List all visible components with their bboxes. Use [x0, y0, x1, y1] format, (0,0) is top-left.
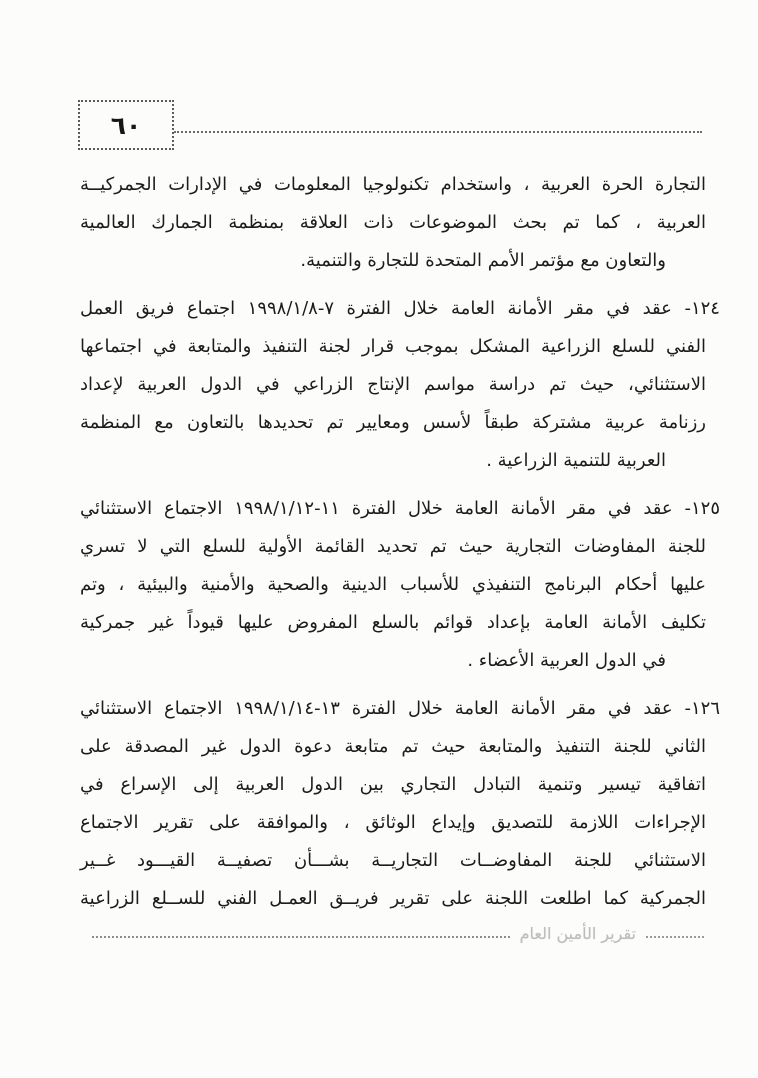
text-line: للجنة المفاوضات التجارية حيث تم تحديد القائمة الأولية للسلع التي لا تسري: [80, 536, 706, 557]
text-line: عليها أحكام البرنامج التنفيذي للأسباب الدينية والصحية والأمنية والبيئية ، وتم: [80, 574, 706, 595]
text-line: في الدول العربية الأعضاء .: [467, 650, 666, 671]
text-line: العربية ، كما تم بحث الموضوعات ذات العلاقة بمنظمة الجمارك العالمية: [80, 212, 706, 233]
text-line: الاستثنائي للجنة المفاوضــات التجاريــة بشـــأن تصفيــة القيـــود غــير: [80, 850, 706, 871]
text-line: الجمركية كما اطلعت اللجنة على تقرير فريــق العمـل الفني للســلع الزراعية: [80, 888, 706, 909]
item-first-line: [80, 690, 720, 728]
text-line: التجارة الحرة العربية ، واستخدام تكنولوجيا المعلومات في الإدارات الجمركيــة: [80, 174, 706, 195]
header-dotted-rule: [174, 131, 702, 133]
page-number-box: [78, 100, 174, 150]
intro-paragraph: [80, 166, 706, 280]
item-number: ١٢٦-: [684, 698, 720, 719]
text-line: الفني للسلع الزراعية المشكل بموجب قرار لجنة التنفيذ والمتابعة في اجتماعها: [80, 336, 706, 357]
page-header: [78, 100, 702, 150]
numbered-item-125: [80, 490, 720, 680]
text-line: الاستثنائي، حيث تم دراسة مواسم الإنتاج الزراعي في الدول العربية لإعداد: [80, 374, 706, 395]
page-footer: [92, 924, 704, 943]
footer-title: تقرير الأمين العام: [519, 924, 636, 943]
text-line: تكليف الأمانة العامة بإعداد قوائم بالسلع المفروض عليها قيوداً غير جمركية: [80, 612, 706, 633]
item-first-line: [80, 290, 720, 328]
text-line: الثاني للجنة التنفيذ والمتابعة حيث تم متابعة دعوة الدول غير المصدقة على: [80, 736, 706, 757]
numbered-item-126: [80, 690, 720, 918]
text-line: العربية للتنمية الزراعية .: [486, 450, 666, 471]
item-line-text: عقد في مقر الأمانة العامة خلال الفترة ١٣-١٩٩٨/١/١٤ الاجتماع الاستثنائي: [80, 698, 673, 719]
text-line: الإجراءات اللازمة للتصديق وإيداع الوثائق ، والموافقة على تقرير الاجتماع: [80, 812, 706, 833]
item-first-line: [80, 490, 720, 528]
item-number: ١٢٤-: [684, 298, 720, 319]
text-line: والتعاون مع مؤتمر الأمم المتحدة للتجارة والتنمية.: [300, 250, 666, 271]
footer-dotted-rule-short: [646, 936, 704, 938]
numbered-item-124: [80, 290, 720, 480]
footer-dotted-rule: [92, 936, 510, 938]
text-line: اتفاقية تيسير وتنمية التبادل التجاري بين الدول العربية إلى الإسراع في: [80, 774, 706, 795]
document-body: [80, 166, 720, 918]
item-number: ١٢٥-: [684, 498, 720, 519]
item-line-text: عقد في مقر الأمانة العامة خلال الفترة ٧-١٩٩٨/١/٨ اجتماع فريق العمل: [80, 298, 672, 319]
page-number: ٦٠: [110, 110, 142, 140]
item-line-text: عقد في مقر الأمانة العامة خلال الفترة ١١-١٩٩٨/١/١٢ الاجتماع الاستثنائي: [80, 498, 673, 519]
text-line: رزنامة عربية مشتركة طبقاً لأسس ومعايير تم تحديدها بالتعاون مع المنظمة: [80, 412, 706, 433]
